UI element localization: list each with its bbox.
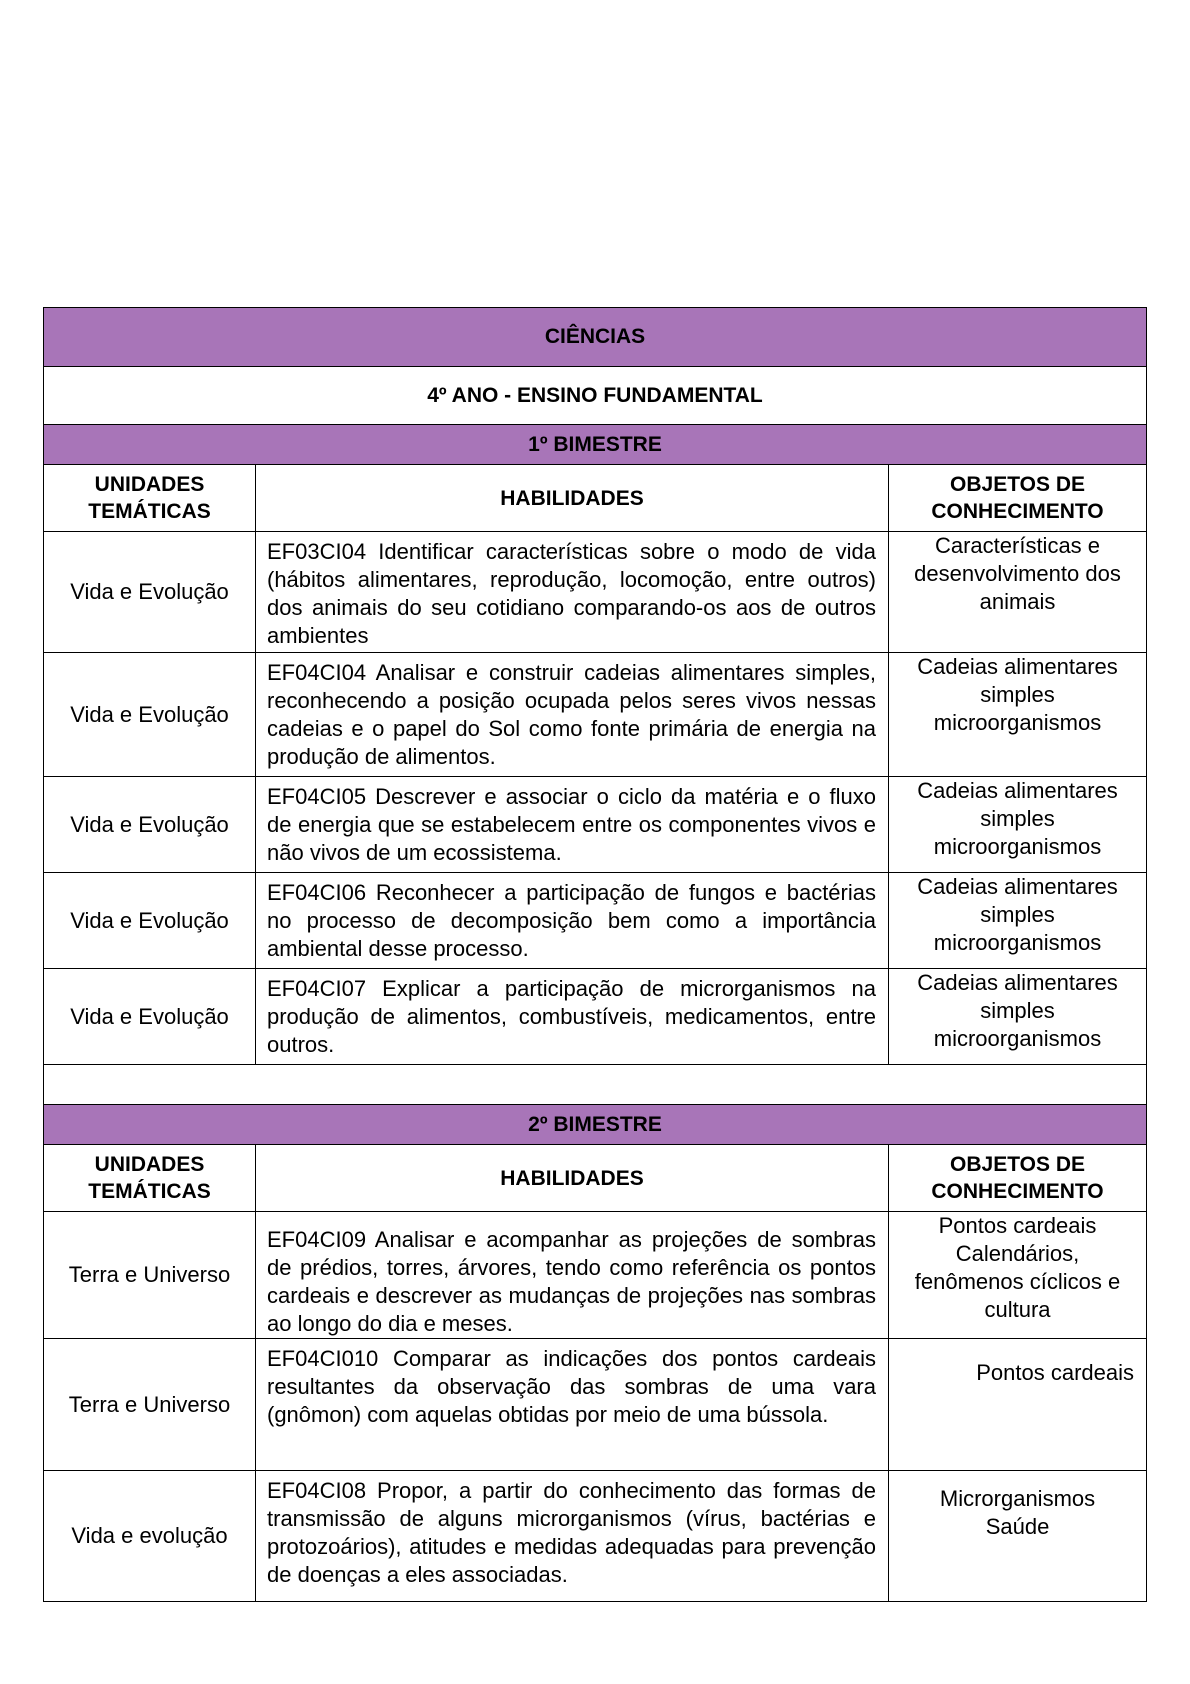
table-row [44, 653, 1147, 777]
unit-cell: Vida e Evolução [44, 532, 256, 653]
objects-cell: Cadeias alimentares simples microorganismos [889, 653, 1147, 777]
skill-cell: EF04CI08 Propor, a partir do conhecimento das formas de transmissão de alguns microrganismos (vírus, bactérias e protozoários), atitudes e medidas adequadas para prevenção de doenças a eles associadas. [256, 1471, 889, 1602]
skill-cell: EF04CI07 Explicar a participação de microrganismos na produção de alimentos, combustíveis, medicamentos, entre outros. [256, 969, 889, 1065]
skill-cell: EF04CI010 Comparar as indicações dos pontos cardeais resultantes da observação das sombras de uma vara (gnômon) com aquelas obtidas por meio de uma bússola. [256, 1339, 889, 1471]
header-objetos: OBJETOS DE CONHECIMENTO [889, 465, 1147, 532]
objects-cell: Pontos cardeais [889, 1339, 1147, 1471]
subject-title: CIÊNCIAS [44, 308, 1147, 367]
header-habilidades: HABILIDADES [256, 1145, 889, 1212]
table-row [44, 1212, 1147, 1339]
skill-cell: EF04CI06 Reconhecer a participação de fungos e bactérias no processo de decomposição bem como a importância ambiental desse processo. [256, 873, 889, 969]
unit-cell: Vida e Evolução [44, 969, 256, 1065]
grade-title: 4º ANO - ENSINO FUNDAMENTAL [44, 367, 1147, 425]
curriculum-table [43, 307, 1147, 1602]
header-unidades: UNIDADES TEMÁTICAS [44, 465, 256, 532]
table-row [44, 1471, 1147, 1602]
table-row [44, 1339, 1147, 1471]
section-spacer [44, 1065, 1147, 1105]
unit-cell: Terra e Universo [44, 1339, 256, 1471]
bimestre-1-label: 1º BIMESTRE [44, 425, 1147, 465]
objects-cell: Cadeias alimentares simples microorganismos [889, 777, 1147, 873]
bimestre-2-label: 2º BIMESTRE [44, 1105, 1147, 1145]
objects-cell: Cadeias alimentares simples microorganismos [889, 969, 1147, 1065]
objects-cell: Microrganismos Saúde [889, 1471, 1147, 1602]
header-habilidades: HABILIDADES [256, 465, 889, 532]
unit-cell: Vida e Evolução [44, 653, 256, 777]
table-row [44, 777, 1147, 873]
header-objetos: OBJETOS DE CONHECIMENTO [889, 1145, 1147, 1212]
unit-cell: Vida e Evolução [44, 777, 256, 873]
unit-cell: Terra e Universo [44, 1212, 256, 1339]
objects-cell: Pontos cardeais Calendários, fenômenos cíclicos e cultura [889, 1212, 1147, 1339]
skill-cell: EF04CI04 Analisar e construir cadeias alimentares simples, reconhecendo a posição ocupada pelos seres vivos nessas cadeias e o papel do Sol como fonte primária de energia na produção de alimentos. [256, 653, 889, 777]
objects-cell: Cadeias alimentares simples microorganismos [889, 873, 1147, 969]
header-unidades: UNIDADES TEMÁTICAS [44, 1145, 256, 1212]
skill-cell: EF04CI09 Analisar e acompanhar as projeções de sombras de prédios, torres, árvores, tendo como referência os pontos cardeais e descrever as mudanças de projeções nas sombras ao longo do dia e meses. [256, 1212, 889, 1339]
skill-cell: EF03CI04 Identificar características sobre o modo de vida (hábitos alimentares, reprodução, locomoção, entre outros) dos animais do seu cotidiano comparando-os aos de outros ambientes [256, 532, 889, 653]
unit-cell: Vida e Evolução [44, 873, 256, 969]
table-row [44, 532, 1147, 653]
unit-cell: Vida e evolução [44, 1471, 256, 1602]
objects-cell: Características e desenvolvimento dos animais [889, 532, 1147, 653]
column-headers [44, 465, 1147, 532]
skill-cell: EF04CI05 Descrever e associar o ciclo da matéria e o fluxo de energia que se estabelecem entre os componentes vivos e não vivos de um ecossistema. [256, 777, 889, 873]
column-headers [44, 1145, 1147, 1212]
table-row [44, 873, 1147, 969]
table-row [44, 969, 1147, 1065]
